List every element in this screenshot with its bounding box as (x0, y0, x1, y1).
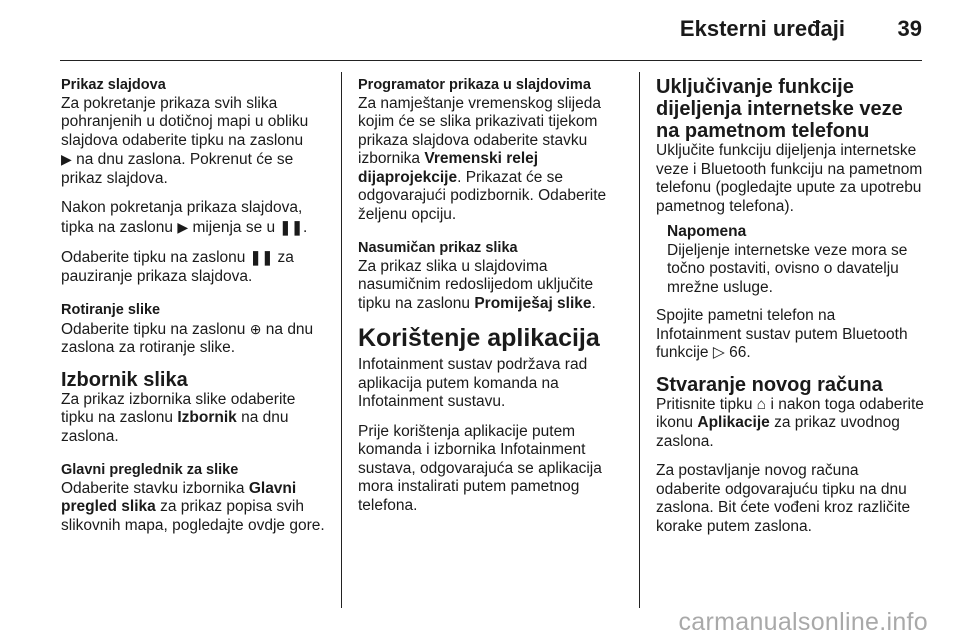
account-paragraph-2: Za postavljanje novog računa odaberite odgovarajuću tipku na dnu zaslona. Bit ćete vođeni kroz različite korake putem zaslona. (656, 462, 911, 535)
text: . Prikazat će se odgovarajući podizbornik. Odaberite željenu opciju. (358, 168, 607, 223)
note-title: Napomena (667, 223, 747, 240)
text: Odaberite tipku na zaslonu (61, 249, 246, 266)
text: 66. (729, 344, 751, 361)
apps-icon-label: Aplikacije (697, 414, 770, 431)
page-reference-icon: ▷ (712, 344, 725, 361)
text: Nakon pokretanja prikaza slajdova, tipka na zaslonu (61, 199, 303, 236)
shuffle-paragraph (358, 258, 623, 314)
text: Spojite pametni telefon na Infotainment sustav putem Bluetooth funkcije (656, 307, 908, 361)
text: mijenja se u (192, 218, 276, 236)
page-number: 39 (897, 16, 922, 41)
column-3 (656, 76, 924, 547)
browser-heading: Glavni preglednik za slike (61, 462, 239, 478)
browser-paragraph (61, 480, 331, 536)
text: na dnu zaslona. (61, 409, 289, 445)
pause-icon: ❚❚ (249, 249, 274, 265)
account-paragraph-1 (656, 396, 924, 452)
text: Za prikaz izbornika slike odaberite tipku na zaslonu (61, 390, 296, 426)
text: Za namještanje vremenskog slijeda kojim će se slika prikazivati tijekom prikaza slajdova odaberite stavku izbornika (358, 94, 601, 167)
timer-heading: Programator prikaza u slajdovima (358, 77, 591, 93)
play-icon: ▶ (177, 218, 189, 235)
text: Za prikaz slika u slajdovima nasumičnim redoslijedom uključite tipku na zaslonu (358, 257, 594, 312)
text: Za pokretanje prikaza svih slika pohranjenih u dotičnoj mapi u obliku slajdova odaberite tipku na zaslonu (61, 94, 309, 149)
header-rule (60, 60, 922, 61)
text: Pritisnite tipku (656, 395, 753, 413)
rotate-heading: Rotiranje slike (61, 302, 161, 318)
slideshow-heading: Prikaz slajdova (61, 77, 166, 93)
shuffle-button-label: Promiješaj slike (474, 294, 592, 312)
text: za pauziranje prikaza slajdova. (61, 249, 294, 285)
column-2 (358, 76, 623, 526)
section-title: Eksterni uređaji (679, 16, 845, 41)
note-text: Dijeljenje internetske veze mora se točno postaviti, ovisno o davatelju mrežne usluge. (667, 241, 908, 296)
slideshow-paragraph-1 (61, 95, 331, 189)
note-box (667, 223, 924, 297)
slideshow-paragraph-3 (61, 248, 331, 286)
timer-paragraph (358, 95, 623, 225)
menu-item-label: Vremenski relej dijaprojekcije (358, 150, 539, 186)
column-1 (61, 76, 331, 546)
apps-heading: Korištenje aplikacija (358, 324, 600, 352)
text: na dnu zaslona za rotiranje slike. (61, 320, 314, 356)
text: i nakon toga odaberite ikonu (656, 395, 924, 431)
text: za prikaz uvodnog zaslona. (656, 414, 900, 450)
rotate-paragraph (61, 320, 331, 358)
column-divider-1 (341, 72, 342, 608)
text: . (591, 294, 596, 312)
menu-button-label: Izbornik (177, 409, 237, 426)
text: na dnu zaslona. Pokrenut će se prikaz slajdova. (61, 151, 294, 187)
tether-paragraph: Uključite funkciju dijeljenja internetske veze i Bluetooth funkciju na pametnom telefonu (pogledajte upute za upotrebu pametnog telefona). (656, 142, 923, 215)
apps-paragraph-1: Infotainment sustav podržava rad aplikacija putem komanda na Infotainment sustavu. (358, 356, 588, 410)
text: . (302, 218, 308, 236)
apps-paragraph-2: Prije korištenja aplikacije putem komanda i izbornika Infotainment sustava, odgovarajuća se aplikacija mora instalirati putem pametnog telefona. (358, 422, 602, 514)
text: Odaberite tipku na zaslonu (61, 320, 246, 338)
menu-item-label: Glavni pregled slika (61, 479, 297, 515)
rotate-icon: ⊕ (249, 320, 262, 337)
play-icon: ▶ (61, 151, 72, 167)
page-header (0, 0, 960, 62)
menu-heading: Izbornik slika (61, 368, 188, 391)
shuffle-heading: Nasumičan prikaz slika (358, 240, 518, 256)
column-divider-2 (639, 72, 640, 608)
slideshow-paragraph-2 (61, 199, 331, 237)
text: Odaberite stavku izbornika (61, 479, 245, 497)
tether-heading: Uključivanje funkcije dijeljenja internetske veze na pametnom telefonu (656, 76, 903, 142)
account-heading: Stvaranje novog računa (656, 373, 883, 396)
connect-paragraph (656, 307, 924, 363)
menu-paragraph (61, 391, 331, 447)
pause-icon: ❚❚ (279, 218, 303, 235)
home-icon: ⌂ (756, 395, 767, 413)
text: za prikaz popisa svih slikovnih mapa, pogledajte ovdje gore. (61, 498, 325, 534)
watermark: carmanualsonline.info (678, 608, 928, 636)
